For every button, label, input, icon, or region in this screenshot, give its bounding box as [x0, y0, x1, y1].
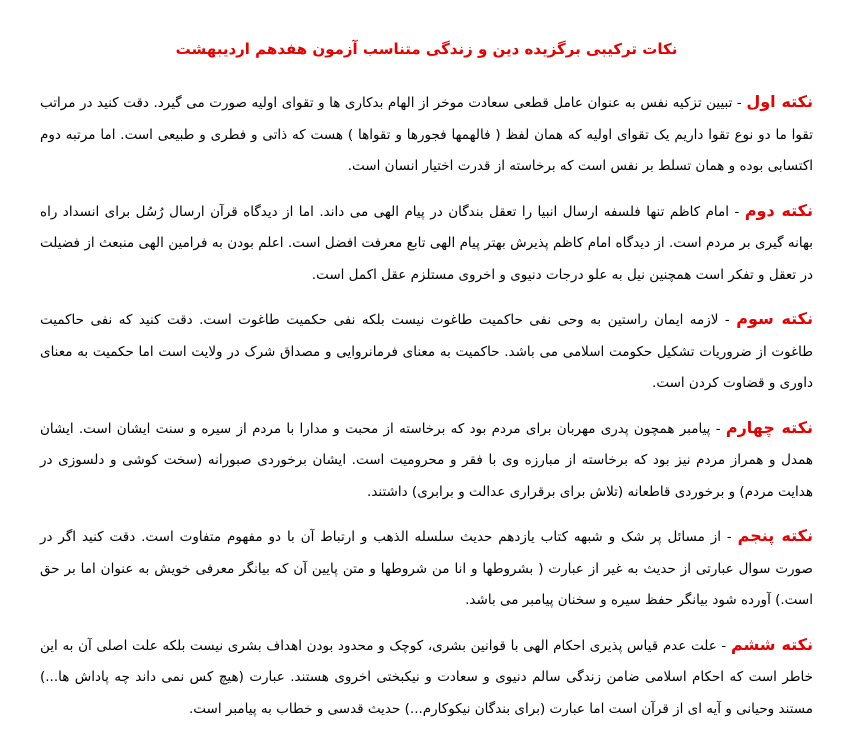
note-label: نکته پنجم [737, 526, 813, 545]
note-text: - امام کاظم تنها فلسفه ارسال انبیا را تعقل بندگان در پیام الهی می داند. اما از دیدگاه قرآن ارسال رُسُل برای انسداد راه بهانه گیری بر مردم است. از دیدگاه امام کاظم پذیرش بهتر پیام الهی تابع معرفت افضل است. اعلم بودن به فرامین الهی منبعث از فضیلت در تعقل و تفکر است همچنین نیل به علو درجات دنیوی و اخروی مستلزم عقل اکمل است. [40, 203, 813, 283]
note-label: نکته سوم [736, 309, 813, 328]
note-label: نکته اول [746, 92, 813, 111]
note-label: نکته ششم [730, 634, 813, 654]
document-title: نکات ترکیبی برگزیده دین و زندگی متناسب آزمون هفدهم اردیبهشت [175, 40, 678, 58]
note-text: - از مسائل پر شک و شبهه کتاب یازدهم حدیث سلسله الذهب و ارتباط آن با دو مفهوم متفاوت است. دقت کنید اگر در صورت سوال عبارتی از حدیث به غیر از عبارت ( بشروطها و انا من شروطها و متن پایین آن که بیانگر معرفی خویش به عنوان اما بر حق است.) آورده شود بیانگر حفظ سیره و سخنان پیامبر می باشد. [40, 529, 813, 608]
note-text: - تبیین تزکیه نفس به عنوان عامل قطعی سعادت موخر از الهام بدکاری ها و تقوای اولیه صورت می گیرد. دقت کنید در مراتب تقوا ما دو نوع تقوا داریم یک تقوای اولیه که همان لفظ ( فالهمها فجورها و تقواها ) هست که ذاتی و فطری و طبیعی است. اما مرتبه دوم اکتسابی بوده و همان تسلط بر نفس است که برخاسته از قدرت اختیار انسان است. [40, 95, 813, 174]
note-5 [40, 520, 813, 617]
note-3 [40, 303, 813, 400]
note-2 [40, 195, 813, 292]
note-label: نکته چهارم [725, 417, 814, 437]
note-label: نکته دوم [744, 200, 813, 220]
note-1 [40, 86, 813, 183]
note-text: - لازمه ایمان راستین به وحی نفی حاکمیت طاغوت نیست بلکه نفی حکمیت طاغوت است. دقت کنید که نفی حاکمیت طاغوت از ضروریات تشکیل حکومت اسلامی می باشد. حاکمیت به معنای فرمانروایی و مصداق شرک در ولایت است اما حکمیت به معنای داوری و قضاوت کردن است. [40, 312, 813, 391]
note-text: - علت عدم قیاس پذیری احکام الهی با قوانین بشری، کوچک و محدود بودن اهداف بشری نیست بلکه علت اصلی آن به این خاطر است که احکام اسلامی ضامن زندگی سالم دنیوی و سعادت و نیکبختی اخروی هستند. عبارت (هیچ کس نمی داند چه پاداش ها...) مستند وحیانی و آیه ای از قرآن است اما عبارت (برای بندگان نیکوکارم...) حدیث قدسی و خطاب به پیامبر است. [40, 637, 813, 717]
note-4 [40, 412, 813, 509]
note-text: - پیامبر همچون پدری مهربان برای مردم بود که برخاسته از محبت و مدارا با مردم از سیره و سنت ایشان است. ایشان همدل و همراز مردم نیز بود که برخاسته از مبارزه وی با فقر و محرومیت است. ایشان برخوردی صبورانه (سخت کوشی و دلسوزی در هدایت مردم) و برخوردی قاطعانه (تلاش برای برقراری عدالت و برابری) داشتند. [40, 420, 813, 500]
note-6 [40, 629, 813, 726]
